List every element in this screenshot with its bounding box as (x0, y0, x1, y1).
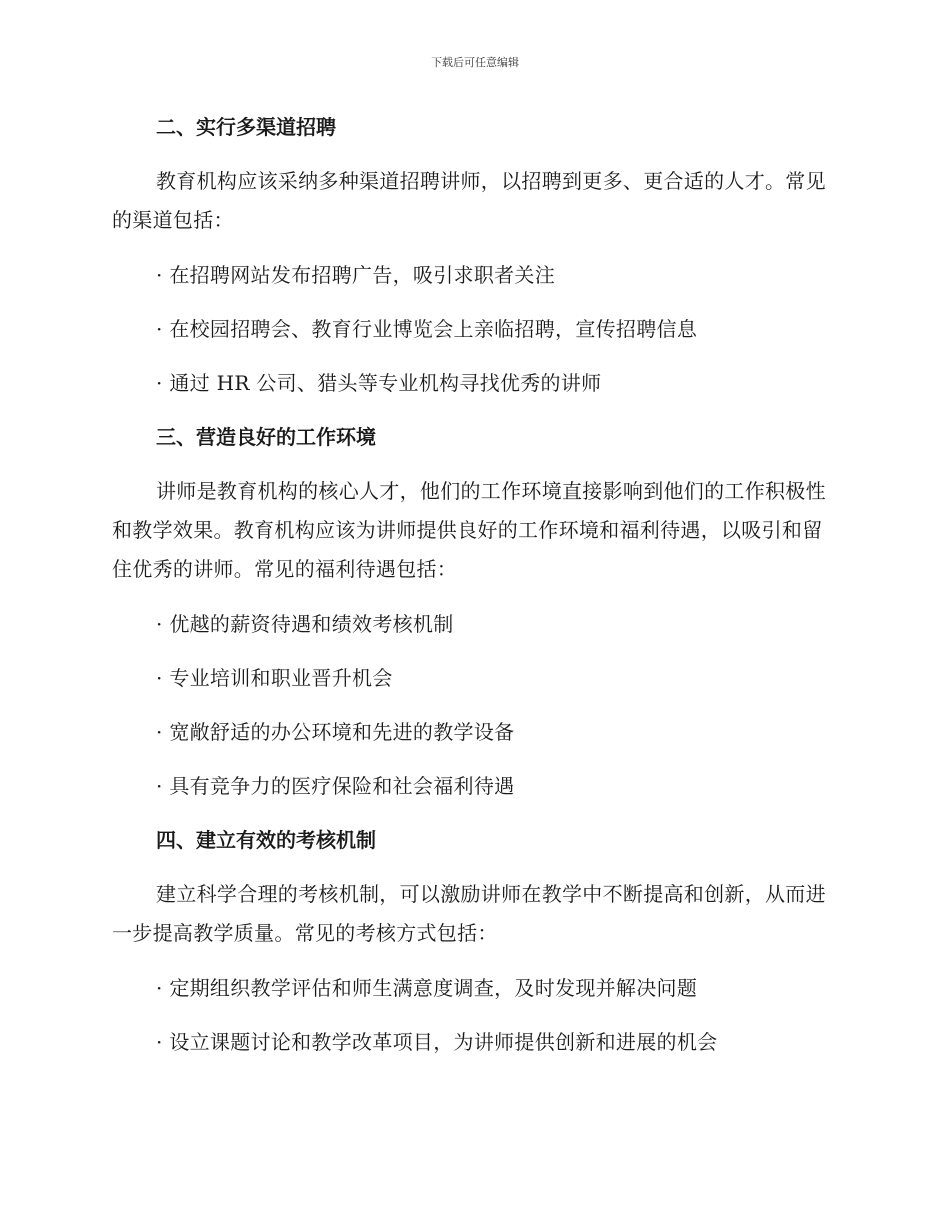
section-heading: 四、建立有效的考核机制 (156, 828, 376, 852)
list-item: · 定期组织教学评估和师生满意度调查，及时发现并解决问题 (156, 976, 698, 1000)
section-heading: 二、实行多渠道招聘 (156, 115, 336, 139)
page-header-note: 下载后可任意编辑 (431, 56, 519, 69)
section-paragraph: 建立科学合理的考核机制，可以激励讲师在教学中不断提高和创新，从而进一步提高教学质量。常见的考核方式包括： (112, 882, 826, 945)
list-item: · 宽敞舒适的办公环境和先进的教学设备 (156, 720, 515, 744)
list-item: · 在招聘网站发布招聘广告，吸引求职者关注 (156, 263, 556, 287)
section-heading: 三、营造良好的工作环境 (156, 425, 376, 449)
list-item: · 优越的薪资待遇和绩效考核机制 (156, 612, 454, 636)
list-item: · 通过 HR 公司、猎头等专业机构寻找优秀的讲师 (156, 371, 602, 395)
list-item: · 具有竞争力的医疗保险和社会福利待遇 (156, 774, 515, 798)
section-paragraph: 讲师是教育机构的核心人才，他们的工作环境直接影响到他们的工作积极性和教学效果。教育机构应该为讲师提供良好的工作环境和福利待遇，以吸引和留住优秀的讲师。常见的福利待遇包括： (112, 479, 826, 581)
section-paragraph: 教育机构应该采纳多种渠道招聘讲师，以招聘到更多、更合适的人才。常见的渠道包括： (112, 169, 826, 232)
list-item: · 在校园招聘会、教育行业博览会上亲临招聘，宣传招聘信息 (156, 317, 698, 341)
document-body (112, 108, 832, 1061)
list-item: · 设立课题讨论和教学改革项目，为讲师提供创新和进展的机会 (156, 1030, 718, 1054)
list-item: · 专业培训和职业晋升机会 (156, 666, 393, 690)
